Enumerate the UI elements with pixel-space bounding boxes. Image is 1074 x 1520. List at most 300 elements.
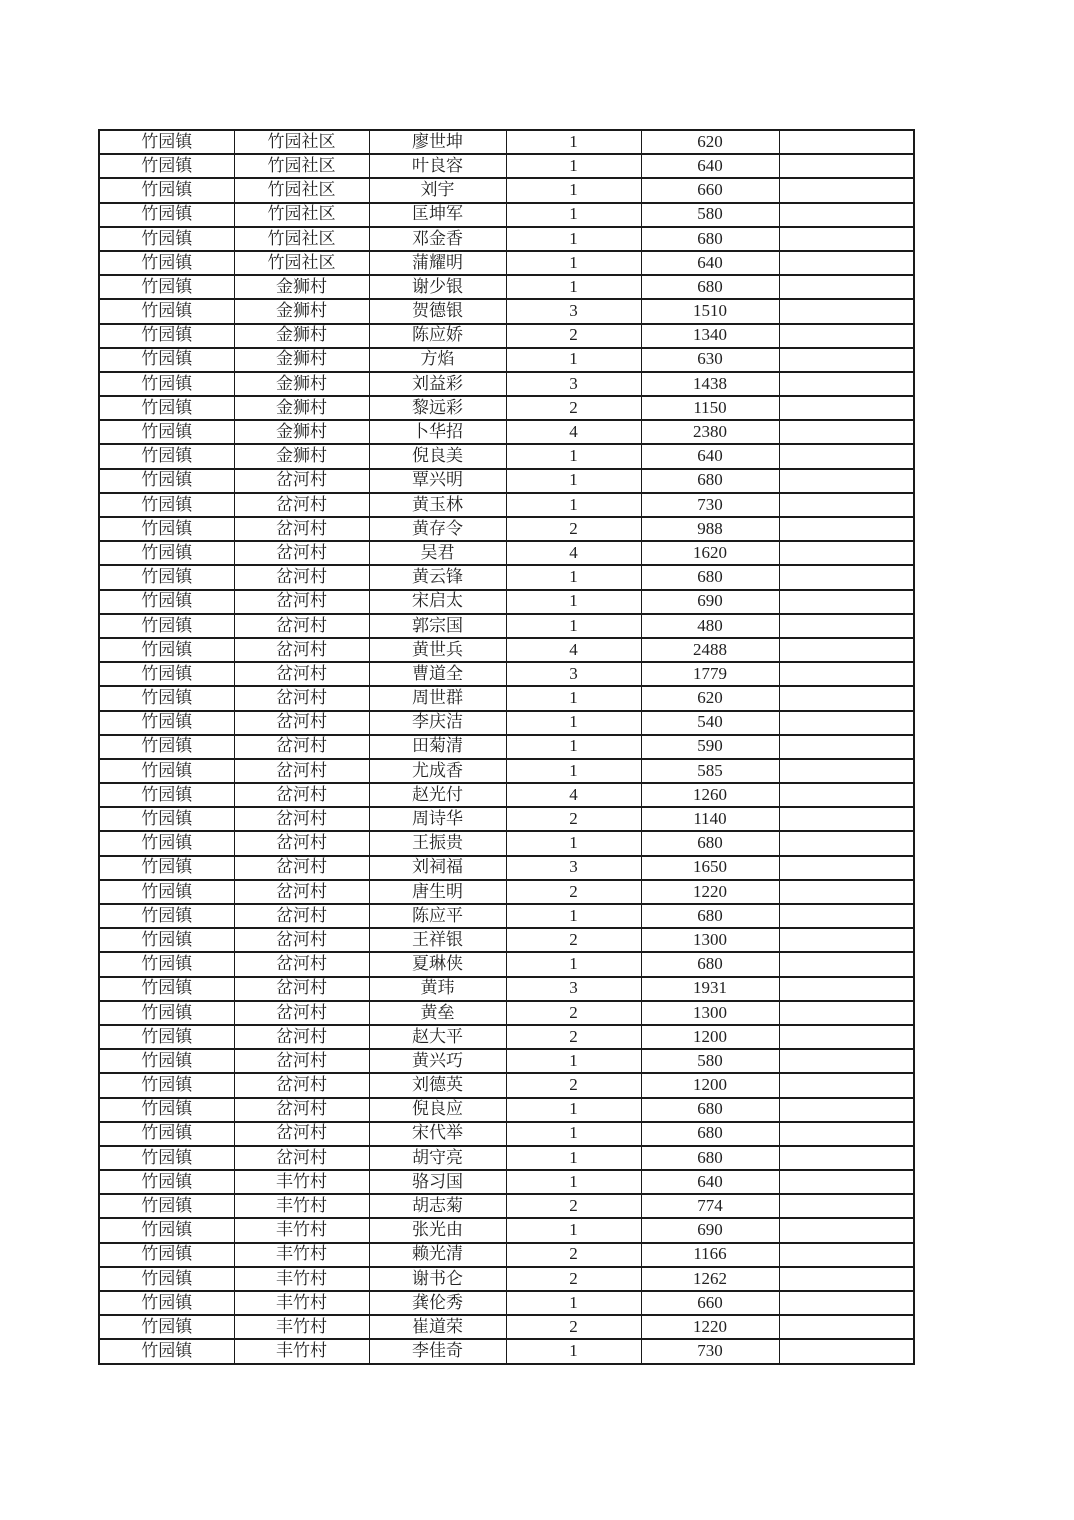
cell-town: 竹园镇 xyxy=(99,154,234,178)
cell-note xyxy=(779,1122,914,1146)
cell-note xyxy=(779,711,914,735)
cell-note xyxy=(779,1170,914,1194)
cell-town: 竹园镇 xyxy=(99,856,234,880)
cell-name: 夏琳侠 xyxy=(369,952,506,976)
cell-note xyxy=(779,1001,914,1025)
cell-village: 丰竹村 xyxy=(234,1170,369,1194)
cell-count: 2 xyxy=(506,1001,641,1025)
table-row xyxy=(99,1339,914,1364)
cell-town: 竹园镇 xyxy=(99,1146,234,1170)
cell-amount: 680 xyxy=(641,565,779,589)
cell-note xyxy=(779,227,914,251)
cell-name: 骆习国 xyxy=(369,1170,506,1194)
cell-village: 岔河村 xyxy=(234,590,369,614)
cell-amount: 2380 xyxy=(641,420,779,444)
table-row xyxy=(99,856,914,880)
cell-amount: 640 xyxy=(641,444,779,468)
cell-village: 岔河村 xyxy=(234,1146,369,1170)
table-row xyxy=(99,1243,914,1267)
cell-note xyxy=(779,783,914,807)
cell-note xyxy=(779,1146,914,1170)
cell-note xyxy=(779,275,914,299)
cell-town: 竹园镇 xyxy=(99,372,234,396)
cell-town: 竹园镇 xyxy=(99,807,234,831)
table-row xyxy=(99,1049,914,1073)
cell-note xyxy=(779,1073,914,1097)
table-body xyxy=(99,130,914,1364)
cell-town: 竹园镇 xyxy=(99,1291,234,1315)
cell-town: 竹园镇 xyxy=(99,565,234,589)
table-row xyxy=(99,517,914,541)
cell-village: 岔河村 xyxy=(234,807,369,831)
cell-town: 竹园镇 xyxy=(99,686,234,710)
cell-count: 1 xyxy=(506,735,641,759)
table-row xyxy=(99,565,914,589)
cell-count: 1 xyxy=(506,1339,641,1364)
cell-count: 2 xyxy=(506,928,641,952)
cell-village: 丰竹村 xyxy=(234,1291,369,1315)
cell-note xyxy=(779,904,914,928)
cell-note xyxy=(779,928,914,952)
cell-village: 竹园社区 xyxy=(234,251,369,275)
cell-count: 1 xyxy=(506,590,641,614)
cell-village: 竹园社区 xyxy=(234,130,369,154)
cell-note xyxy=(779,759,914,783)
cell-town: 竹园镇 xyxy=(99,638,234,662)
cell-name: 倪良应 xyxy=(369,1098,506,1122)
document-page xyxy=(98,129,915,1365)
cell-name: 周世群 xyxy=(369,686,506,710)
cell-count: 1 xyxy=(506,251,641,275)
table-row xyxy=(99,807,914,831)
cell-village: 金狮村 xyxy=(234,372,369,396)
cell-note xyxy=(779,396,914,420)
table-row xyxy=(99,348,914,372)
table-row xyxy=(99,1315,914,1339)
cell-town: 竹园镇 xyxy=(99,444,234,468)
cell-name: 卜华招 xyxy=(369,420,506,444)
cell-town: 竹园镇 xyxy=(99,759,234,783)
cell-town: 竹园镇 xyxy=(99,299,234,323)
cell-count: 3 xyxy=(506,856,641,880)
table-row xyxy=(99,928,914,952)
cell-amount: 680 xyxy=(641,952,779,976)
cell-count: 2 xyxy=(506,517,641,541)
table-row xyxy=(99,251,914,275)
cell-amount: 660 xyxy=(641,178,779,202)
cell-note xyxy=(779,807,914,831)
cell-count: 1 xyxy=(506,1218,641,1242)
cell-count: 2 xyxy=(506,880,641,904)
cell-note xyxy=(779,541,914,565)
cell-count: 1 xyxy=(506,1291,641,1315)
cell-name: 崔道荣 xyxy=(369,1315,506,1339)
table-row xyxy=(99,590,914,614)
cell-name: 邓金香 xyxy=(369,227,506,251)
cell-town: 竹园镇 xyxy=(99,1243,234,1267)
cell-note xyxy=(779,565,914,589)
cell-note xyxy=(779,1267,914,1291)
cell-amount: 1438 xyxy=(641,372,779,396)
cell-note xyxy=(779,831,914,855)
cell-town: 竹园镇 xyxy=(99,735,234,759)
cell-count: 1 xyxy=(506,565,641,589)
cell-village: 岔河村 xyxy=(234,952,369,976)
table-row xyxy=(99,735,914,759)
cell-amount: 1262 xyxy=(641,1267,779,1291)
table-row xyxy=(99,1098,914,1122)
cell-name: 宋启太 xyxy=(369,590,506,614)
cell-count: 1 xyxy=(506,493,641,517)
table-row xyxy=(99,783,914,807)
cell-amount: 680 xyxy=(641,469,779,493)
cell-note xyxy=(779,372,914,396)
cell-note xyxy=(779,178,914,202)
cell-name: 尤成香 xyxy=(369,759,506,783)
cell-name: 黄玉林 xyxy=(369,493,506,517)
table-row xyxy=(99,444,914,468)
cell-town: 竹园镇 xyxy=(99,1218,234,1242)
cell-village: 岔河村 xyxy=(234,614,369,638)
cell-name: 廖世坤 xyxy=(369,130,506,154)
cell-name: 胡志菊 xyxy=(369,1194,506,1218)
cell-town: 竹园镇 xyxy=(99,396,234,420)
table-row xyxy=(99,203,914,227)
cell-amount: 988 xyxy=(641,517,779,541)
table-row xyxy=(99,1073,914,1097)
cell-village: 岔河村 xyxy=(234,662,369,686)
cell-count: 4 xyxy=(506,638,641,662)
cell-village: 丰竹村 xyxy=(234,1218,369,1242)
cell-town: 竹园镇 xyxy=(99,275,234,299)
cell-name: 宋代举 xyxy=(369,1122,506,1146)
cell-amount: 585 xyxy=(641,759,779,783)
cell-count: 4 xyxy=(506,541,641,565)
cell-amount: 630 xyxy=(641,348,779,372)
cell-amount: 1300 xyxy=(641,1001,779,1025)
cell-village: 金狮村 xyxy=(234,444,369,468)
cell-note xyxy=(779,299,914,323)
cell-village: 金狮村 xyxy=(234,396,369,420)
cell-amount: 680 xyxy=(641,831,779,855)
table-row xyxy=(99,299,914,323)
cell-town: 竹园镇 xyxy=(99,662,234,686)
cell-name: 谢少银 xyxy=(369,275,506,299)
cell-amount: 680 xyxy=(641,1122,779,1146)
cell-amount: 1140 xyxy=(641,807,779,831)
cell-village: 丰竹村 xyxy=(234,1267,369,1291)
cell-amount: 640 xyxy=(641,1170,779,1194)
cell-name: 吴君 xyxy=(369,541,506,565)
cell-village: 岔河村 xyxy=(234,1098,369,1122)
cell-name: 匡坤军 xyxy=(369,203,506,227)
cell-count: 3 xyxy=(506,977,641,1001)
cell-name: 刘宇 xyxy=(369,178,506,202)
cell-town: 竹园镇 xyxy=(99,1194,234,1218)
table-row xyxy=(99,154,914,178)
cell-name: 唐生明 xyxy=(369,880,506,904)
cell-amount: 680 xyxy=(641,1146,779,1170)
cell-note xyxy=(779,662,914,686)
cell-note xyxy=(779,1194,914,1218)
cell-count: 3 xyxy=(506,299,641,323)
table-row xyxy=(99,1194,914,1218)
table-row xyxy=(99,396,914,420)
cell-name: 陈应平 xyxy=(369,904,506,928)
cell-note xyxy=(779,735,914,759)
cell-village: 岔河村 xyxy=(234,1001,369,1025)
cell-amount: 660 xyxy=(641,1291,779,1315)
cell-town: 竹园镇 xyxy=(99,541,234,565)
cell-village: 岔河村 xyxy=(234,735,369,759)
table-row xyxy=(99,1122,914,1146)
cell-name: 倪良美 xyxy=(369,444,506,468)
cell-name: 赖光清 xyxy=(369,1243,506,1267)
cell-amount: 1340 xyxy=(641,324,779,348)
cell-name: 王振贵 xyxy=(369,831,506,855)
cell-amount: 730 xyxy=(641,493,779,517)
cell-note xyxy=(779,1339,914,1364)
cell-village: 岔河村 xyxy=(234,928,369,952)
cell-note xyxy=(779,952,914,976)
cell-amount: 640 xyxy=(641,154,779,178)
table-row xyxy=(99,1218,914,1242)
table-row xyxy=(99,880,914,904)
cell-name: 刘德英 xyxy=(369,1073,506,1097)
cell-name: 龚伦秀 xyxy=(369,1291,506,1315)
table-row xyxy=(99,831,914,855)
cell-village: 岔河村 xyxy=(234,977,369,1001)
table-row xyxy=(99,493,914,517)
cell-amount: 1931 xyxy=(641,977,779,1001)
cell-name: 覃兴明 xyxy=(369,469,506,493)
cell-count: 1 xyxy=(506,686,641,710)
cell-town: 竹园镇 xyxy=(99,1098,234,1122)
cell-note xyxy=(779,324,914,348)
cell-village: 岔河村 xyxy=(234,493,369,517)
cell-village: 金狮村 xyxy=(234,299,369,323)
cell-name: 方焰 xyxy=(369,348,506,372)
cell-village: 金狮村 xyxy=(234,324,369,348)
cell-village: 岔河村 xyxy=(234,783,369,807)
cell-village: 岔河村 xyxy=(234,856,369,880)
cell-count: 1 xyxy=(506,227,641,251)
cell-name: 赵大平 xyxy=(369,1025,506,1049)
cell-count: 1 xyxy=(506,1170,641,1194)
cell-amount: 580 xyxy=(641,1049,779,1073)
cell-name: 黎远彩 xyxy=(369,396,506,420)
cell-note xyxy=(779,614,914,638)
cell-village: 岔河村 xyxy=(234,1073,369,1097)
cell-count: 1 xyxy=(506,1098,641,1122)
cell-name: 蒲耀明 xyxy=(369,251,506,275)
cell-amount: 1200 xyxy=(641,1025,779,1049)
table-row xyxy=(99,904,914,928)
cell-village: 岔河村 xyxy=(234,565,369,589)
cell-village: 丰竹村 xyxy=(234,1243,369,1267)
table-row xyxy=(99,759,914,783)
cell-count: 2 xyxy=(506,1073,641,1097)
cell-town: 竹园镇 xyxy=(99,1339,234,1364)
cell-count: 1 xyxy=(506,759,641,783)
cell-name: 黄存令 xyxy=(369,517,506,541)
cell-town: 竹园镇 xyxy=(99,1122,234,1146)
cell-amount: 1300 xyxy=(641,928,779,952)
cell-count: 3 xyxy=(506,662,641,686)
cell-amount: 640 xyxy=(641,251,779,275)
cell-name: 胡守亮 xyxy=(369,1146,506,1170)
cell-village: 岔河村 xyxy=(234,904,369,928)
table-row xyxy=(99,1291,914,1315)
cell-town: 竹园镇 xyxy=(99,711,234,735)
cell-note xyxy=(779,1025,914,1049)
cell-count: 1 xyxy=(506,469,641,493)
cell-note xyxy=(779,1218,914,1242)
cell-count: 1 xyxy=(506,1049,641,1073)
cell-note xyxy=(779,1291,914,1315)
table-row xyxy=(99,977,914,1001)
cell-town: 竹园镇 xyxy=(99,614,234,638)
cell-name: 赵光付 xyxy=(369,783,506,807)
table-row xyxy=(99,662,914,686)
cell-name: 黄世兵 xyxy=(369,638,506,662)
cell-village: 岔河村 xyxy=(234,831,369,855)
cell-amount: 540 xyxy=(641,711,779,735)
cell-village: 岔河村 xyxy=(234,638,369,662)
cell-town: 竹园镇 xyxy=(99,348,234,372)
cell-note xyxy=(779,856,914,880)
cell-village: 丰竹村 xyxy=(234,1339,369,1364)
cell-name: 郭宗国 xyxy=(369,614,506,638)
cell-name: 李庆洁 xyxy=(369,711,506,735)
cell-amount: 1150 xyxy=(641,396,779,420)
cell-village: 竹园社区 xyxy=(234,154,369,178)
cell-amount: 590 xyxy=(641,735,779,759)
cell-amount: 1260 xyxy=(641,783,779,807)
cell-count: 4 xyxy=(506,783,641,807)
cell-amount: 1200 xyxy=(641,1073,779,1097)
cell-name: 刘益彩 xyxy=(369,372,506,396)
cell-amount: 620 xyxy=(641,130,779,154)
table-row xyxy=(99,711,914,735)
cell-village: 丰竹村 xyxy=(234,1194,369,1218)
cell-note xyxy=(779,977,914,1001)
cell-note xyxy=(779,1243,914,1267)
cell-name: 贺德银 xyxy=(369,299,506,323)
cell-note xyxy=(779,130,914,154)
cell-amount: 1510 xyxy=(641,299,779,323)
cell-amount: 620 xyxy=(641,686,779,710)
cell-town: 竹园镇 xyxy=(99,977,234,1001)
cell-town: 竹园镇 xyxy=(99,590,234,614)
cell-town: 竹园镇 xyxy=(99,831,234,855)
cell-town: 竹园镇 xyxy=(99,203,234,227)
cell-note xyxy=(779,880,914,904)
cell-count: 4 xyxy=(506,420,641,444)
cell-village: 岔河村 xyxy=(234,469,369,493)
cell-village: 丰竹村 xyxy=(234,1315,369,1339)
cell-note xyxy=(779,420,914,444)
cell-note xyxy=(779,590,914,614)
cell-amount: 1220 xyxy=(641,880,779,904)
cell-name: 刘祠福 xyxy=(369,856,506,880)
cell-amount: 1220 xyxy=(641,1315,779,1339)
cell-note xyxy=(779,154,914,178)
cell-town: 竹园镇 xyxy=(99,251,234,275)
table-row xyxy=(99,1146,914,1170)
cell-village: 岔河村 xyxy=(234,541,369,565)
cell-town: 竹园镇 xyxy=(99,420,234,444)
cell-count: 1 xyxy=(506,614,641,638)
cell-village: 竹园社区 xyxy=(234,227,369,251)
cell-village: 竹园社区 xyxy=(234,178,369,202)
table-row xyxy=(99,1170,914,1194)
table-row xyxy=(99,227,914,251)
table-row xyxy=(99,614,914,638)
table-row xyxy=(99,952,914,976)
cell-count: 1 xyxy=(506,178,641,202)
cell-amount: 680 xyxy=(641,904,779,928)
cell-count: 1 xyxy=(506,203,641,227)
cell-town: 竹园镇 xyxy=(99,1025,234,1049)
cell-name: 曹道全 xyxy=(369,662,506,686)
table-row xyxy=(99,372,914,396)
cell-name: 谢书仑 xyxy=(369,1267,506,1291)
cell-count: 2 xyxy=(506,1194,641,1218)
cell-count: 1 xyxy=(506,154,641,178)
cell-village: 岔河村 xyxy=(234,880,369,904)
cell-town: 竹园镇 xyxy=(99,952,234,976)
cell-count: 1 xyxy=(506,831,641,855)
cell-village: 金狮村 xyxy=(234,275,369,299)
table-row xyxy=(99,686,914,710)
table-row xyxy=(99,1267,914,1291)
cell-amount: 1779 xyxy=(641,662,779,686)
cell-town: 竹园镇 xyxy=(99,178,234,202)
cell-note xyxy=(779,348,914,372)
cell-name: 黄兴巧 xyxy=(369,1049,506,1073)
cell-count: 2 xyxy=(506,324,641,348)
cell-amount: 680 xyxy=(641,227,779,251)
cell-count: 2 xyxy=(506,1267,641,1291)
cell-town: 竹园镇 xyxy=(99,1073,234,1097)
cell-count: 1 xyxy=(506,1146,641,1170)
cell-amount: 680 xyxy=(641,275,779,299)
cell-name: 张光由 xyxy=(369,1218,506,1242)
cell-name: 黄玮 xyxy=(369,977,506,1001)
cell-amount: 680 xyxy=(641,1098,779,1122)
table-row xyxy=(99,420,914,444)
cell-name: 李佳奇 xyxy=(369,1339,506,1364)
cell-village: 岔河村 xyxy=(234,686,369,710)
cell-name: 田菊清 xyxy=(369,735,506,759)
cell-count: 3 xyxy=(506,372,641,396)
cell-name: 王祥银 xyxy=(369,928,506,952)
cell-count: 2 xyxy=(506,396,641,420)
cell-town: 竹园镇 xyxy=(99,928,234,952)
cell-village: 岔河村 xyxy=(234,517,369,541)
cell-amount: 690 xyxy=(641,590,779,614)
cell-amount: 2488 xyxy=(641,638,779,662)
cell-town: 竹园镇 xyxy=(99,130,234,154)
cell-amount: 1620 xyxy=(641,541,779,565)
cell-note xyxy=(779,1049,914,1073)
cell-village: 岔河村 xyxy=(234,1025,369,1049)
cell-count: 1 xyxy=(506,275,641,299)
cell-amount: 1650 xyxy=(641,856,779,880)
cell-village: 岔河村 xyxy=(234,711,369,735)
cell-count: 2 xyxy=(506,1315,641,1339)
